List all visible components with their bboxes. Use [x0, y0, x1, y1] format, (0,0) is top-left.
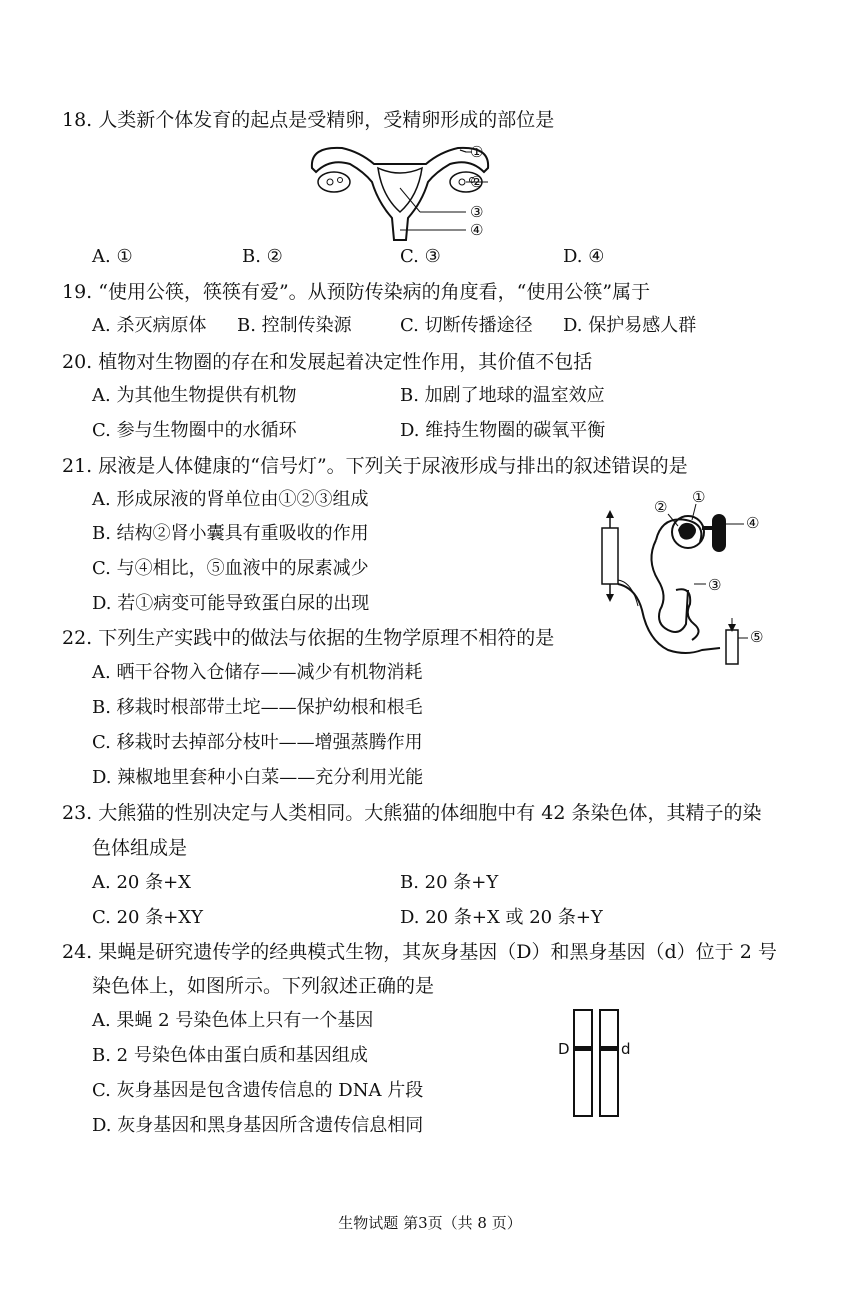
- q18-label-1: ①: [470, 143, 484, 161]
- q21-option-a: A. 形成尿液的肾单位由①②③组成: [92, 489, 369, 510]
- q24-option-d: D. 灰身基因和黑身基因所含遗传信息相同: [92, 1115, 424, 1136]
- q23-option-a: A. 20 条+X: [92, 872, 191, 893]
- q24-label-d: d: [621, 1040, 631, 1058]
- q24-stem-line1: 24. 果蝇是研究遗传学的经典模式生物，其灰身基因（D）和黑身基因（d）位于 2 号: [62, 941, 777, 963]
- chromosome-diagram: [556, 1008, 646, 1118]
- q21-option-d: D. 若①病变可能导致蛋白尿的出现: [92, 593, 370, 614]
- uterus-diagram: [300, 138, 500, 240]
- q22-option-d: D. 辣椒地里套种小白菜——充分利用光能: [92, 767, 424, 788]
- q22-option-b: B. 移栽时根部带土坨——保护幼根和根毛: [92, 697, 423, 718]
- q18-option-d: D. ④: [563, 246, 605, 267]
- q24-label-D: D: [558, 1040, 570, 1058]
- q24-option-a: A. 果蝇 2 号染色体上只有一个基因: [92, 1010, 374, 1031]
- q21-label-1: ①: [692, 488, 706, 506]
- q21-option-b: B. 结构②肾小囊具有重吸收的作用: [92, 523, 369, 544]
- q24-stem-line2: 染色体上，如图所示。下列叙述正确的是: [92, 975, 435, 997]
- q18-label-2: ②: [470, 173, 484, 191]
- q24-option-b: B. 2 号染色体由蛋白质和基因组成: [92, 1045, 368, 1066]
- q21-stem: 21. 尿液是人体健康的“信号灯”。下列关于尿液形成与排出的叙述错误的是: [62, 455, 688, 477]
- q20-option-b: B. 加剧了地球的温室效应: [400, 385, 605, 406]
- q18-option-a: A. ①: [92, 246, 133, 267]
- q18-option-b: B. ②: [242, 246, 283, 267]
- q22-stem: 22. 下列生产实践中的做法与依据的生物学原理不相符的是: [62, 627, 555, 649]
- q21-option-c: C. 与④相比，⑤血液中的尿素减少: [92, 558, 369, 579]
- q23-option-c: C. 20 条+XY: [92, 907, 203, 928]
- q21-label-4: ④: [746, 514, 760, 532]
- q23-option-b: B. 20 条+Y: [400, 872, 499, 893]
- q22-option-a: A. 晒干谷物入仓储存——减少有机物消耗: [92, 662, 423, 683]
- q23-stem-line1: 23. 大熊猫的性别决定与人类相同。大熊猫的体细胞中有 42 条染色体，其精子的染: [62, 802, 762, 824]
- q19-option-a: A. 杀灭病原体: [92, 315, 207, 336]
- q24-option-c: C. 灰身基因是包含遗传信息的 DNA 片段: [92, 1080, 424, 1101]
- q21-label-3: ③: [708, 576, 722, 594]
- q19-option-d: D. 保护易感人群: [563, 315, 697, 336]
- q19-option-b: B. 控制传染源: [237, 315, 352, 336]
- q18-label-4: ④: [470, 221, 484, 239]
- q22-option-c: C. 移栽时去掉部分枝叶——增强蒸腾作用: [92, 732, 423, 753]
- q20-option-d: D. 维持生物圈的碳氧平衡: [400, 420, 606, 441]
- nephron-diagram: [596, 480, 776, 665]
- q20-stem: 20. 植物对生物圈的存在和发展起着决定性作用，其价值不包括: [62, 351, 593, 373]
- q23-option-d: D. 20 条+X 或 20 条+Y: [400, 907, 603, 928]
- q20-option-c: C. 参与生物圈中的水循环: [92, 420, 297, 441]
- page-footer: 生物试题 第3页（共 8 页）: [338, 1214, 522, 1232]
- q21-label-2: ②: [654, 498, 668, 516]
- q20-option-a: A. 为其他生物提供有机物: [92, 385, 297, 406]
- q23-stem-line2: 色体组成是: [92, 837, 188, 859]
- q19-option-c: C. 切断传播途径: [400, 315, 533, 336]
- q19-stem: 19. “使用公筷，筷筷有爱”。从预防传染病的角度看，“使用公筷”属于: [62, 281, 651, 303]
- q18-stem: 18. 人类新个体发育的起点是受精卵，受精卵形成的部位是: [62, 109, 555, 131]
- q21-label-5: ⑤: [750, 628, 764, 646]
- q18-option-c: C. ③: [400, 246, 441, 267]
- q18-label-3: ③: [470, 203, 484, 221]
